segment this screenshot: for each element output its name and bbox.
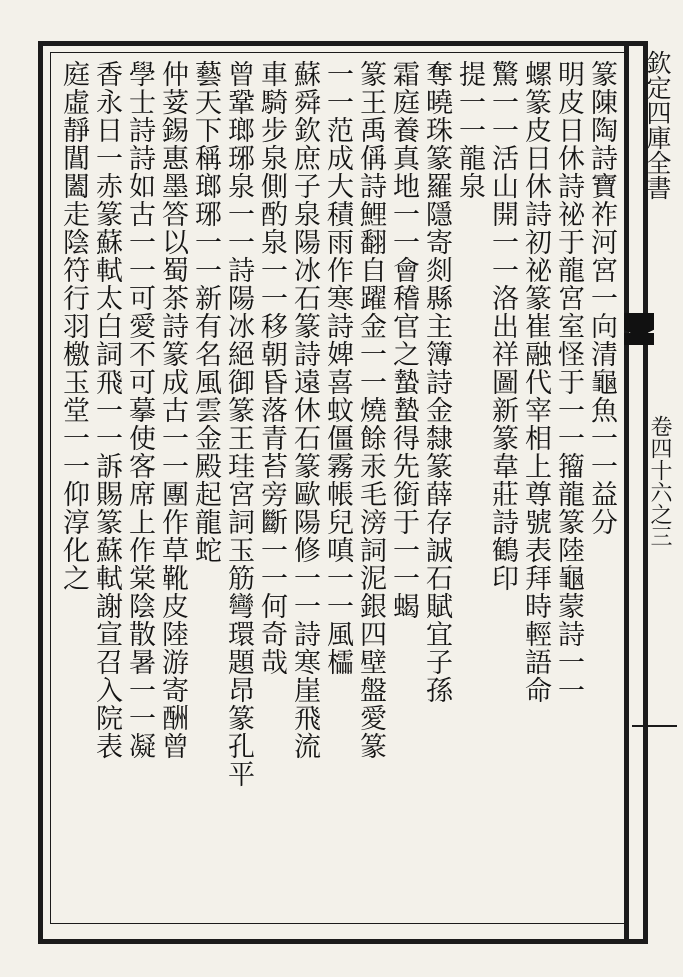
text-column-10: 蘇舜欽庶子泉陽冰石篆詩遠休石篆歐陽修一一詩寒崖飛流: [289, 60, 320, 760]
text-column-12: 曾鞏瑯琊泉一一詩陽冰絕御篆王珪宮詞玉筋彎環題昂篆孔平: [223, 60, 254, 788]
text-column-1: 篆陳陶詩寶祚河宮一向清龜魚一一益分: [586, 60, 617, 536]
text-column-15: 學士詩詩如古一一可愛不可摹使客席上作棠陰散暑一一凝: [124, 60, 155, 760]
text-column-9: 一一范成大積雨作寒詩婢喜蚊僵霧帳兒嗔一一風櫺: [322, 60, 353, 676]
text-column-6: 奪曉珠篆羅隱寄剡縣主簿詩金隸篆薛存誠石賦宜子孫: [421, 60, 452, 704]
gutter-line: [624, 41, 629, 939]
text-column-16: 香永日一赤篆蘇軾太白詞飛一一訴賜篆蘇軾謝宣召入院表: [91, 60, 122, 760]
text-column-11: 車騎步泉側酌泉一一移朝昏落青苔旁斷一一何奇哉: [256, 60, 287, 676]
fish-tail-ornament-lower-icon: [624, 333, 654, 345]
gutter-title: 欽定四庫全書: [643, 50, 672, 200]
text-column-7: 霜庭養真地一一會稽官之蟄蟄得先銜于一一蝎: [388, 60, 419, 620]
gutter-rule: [632, 725, 677, 727]
text-column-2: 明皮日休詩祕于龍宮室怪于一一籀龍篆陸龜蒙詩一一: [553, 60, 584, 704]
text-column-5: 提一一龍泉: [454, 60, 485, 200]
text-column-3: 螺篆皮日休詩初祕篆崔融代宰相上尊號表拜時輕語命: [520, 60, 551, 704]
text-column-13: 藝天下稱瑯琊一一新有名風雲金殿起龍蛇: [190, 60, 221, 564]
text-column-4: 驚一一活山開一一洛出祥圖新篆韋莊詩鶴印: [487, 60, 518, 592]
gutter-volume: 卷四十六之三: [647, 415, 672, 547]
text-column-8: 篆王禹偁詩鯉翻自躍金一一燒餘汞毛滂詞泥銀四壁盤愛篆: [355, 60, 386, 760]
text-column-17: 庭虛靜閶闔走陰符行羽檄玉堂一一仰淳化之: [58, 60, 89, 592]
text-column-14: 仲荽錫惠墨答以蜀茶詩篆成古一一團作草靴皮陸游寄酬曾: [157, 60, 188, 760]
